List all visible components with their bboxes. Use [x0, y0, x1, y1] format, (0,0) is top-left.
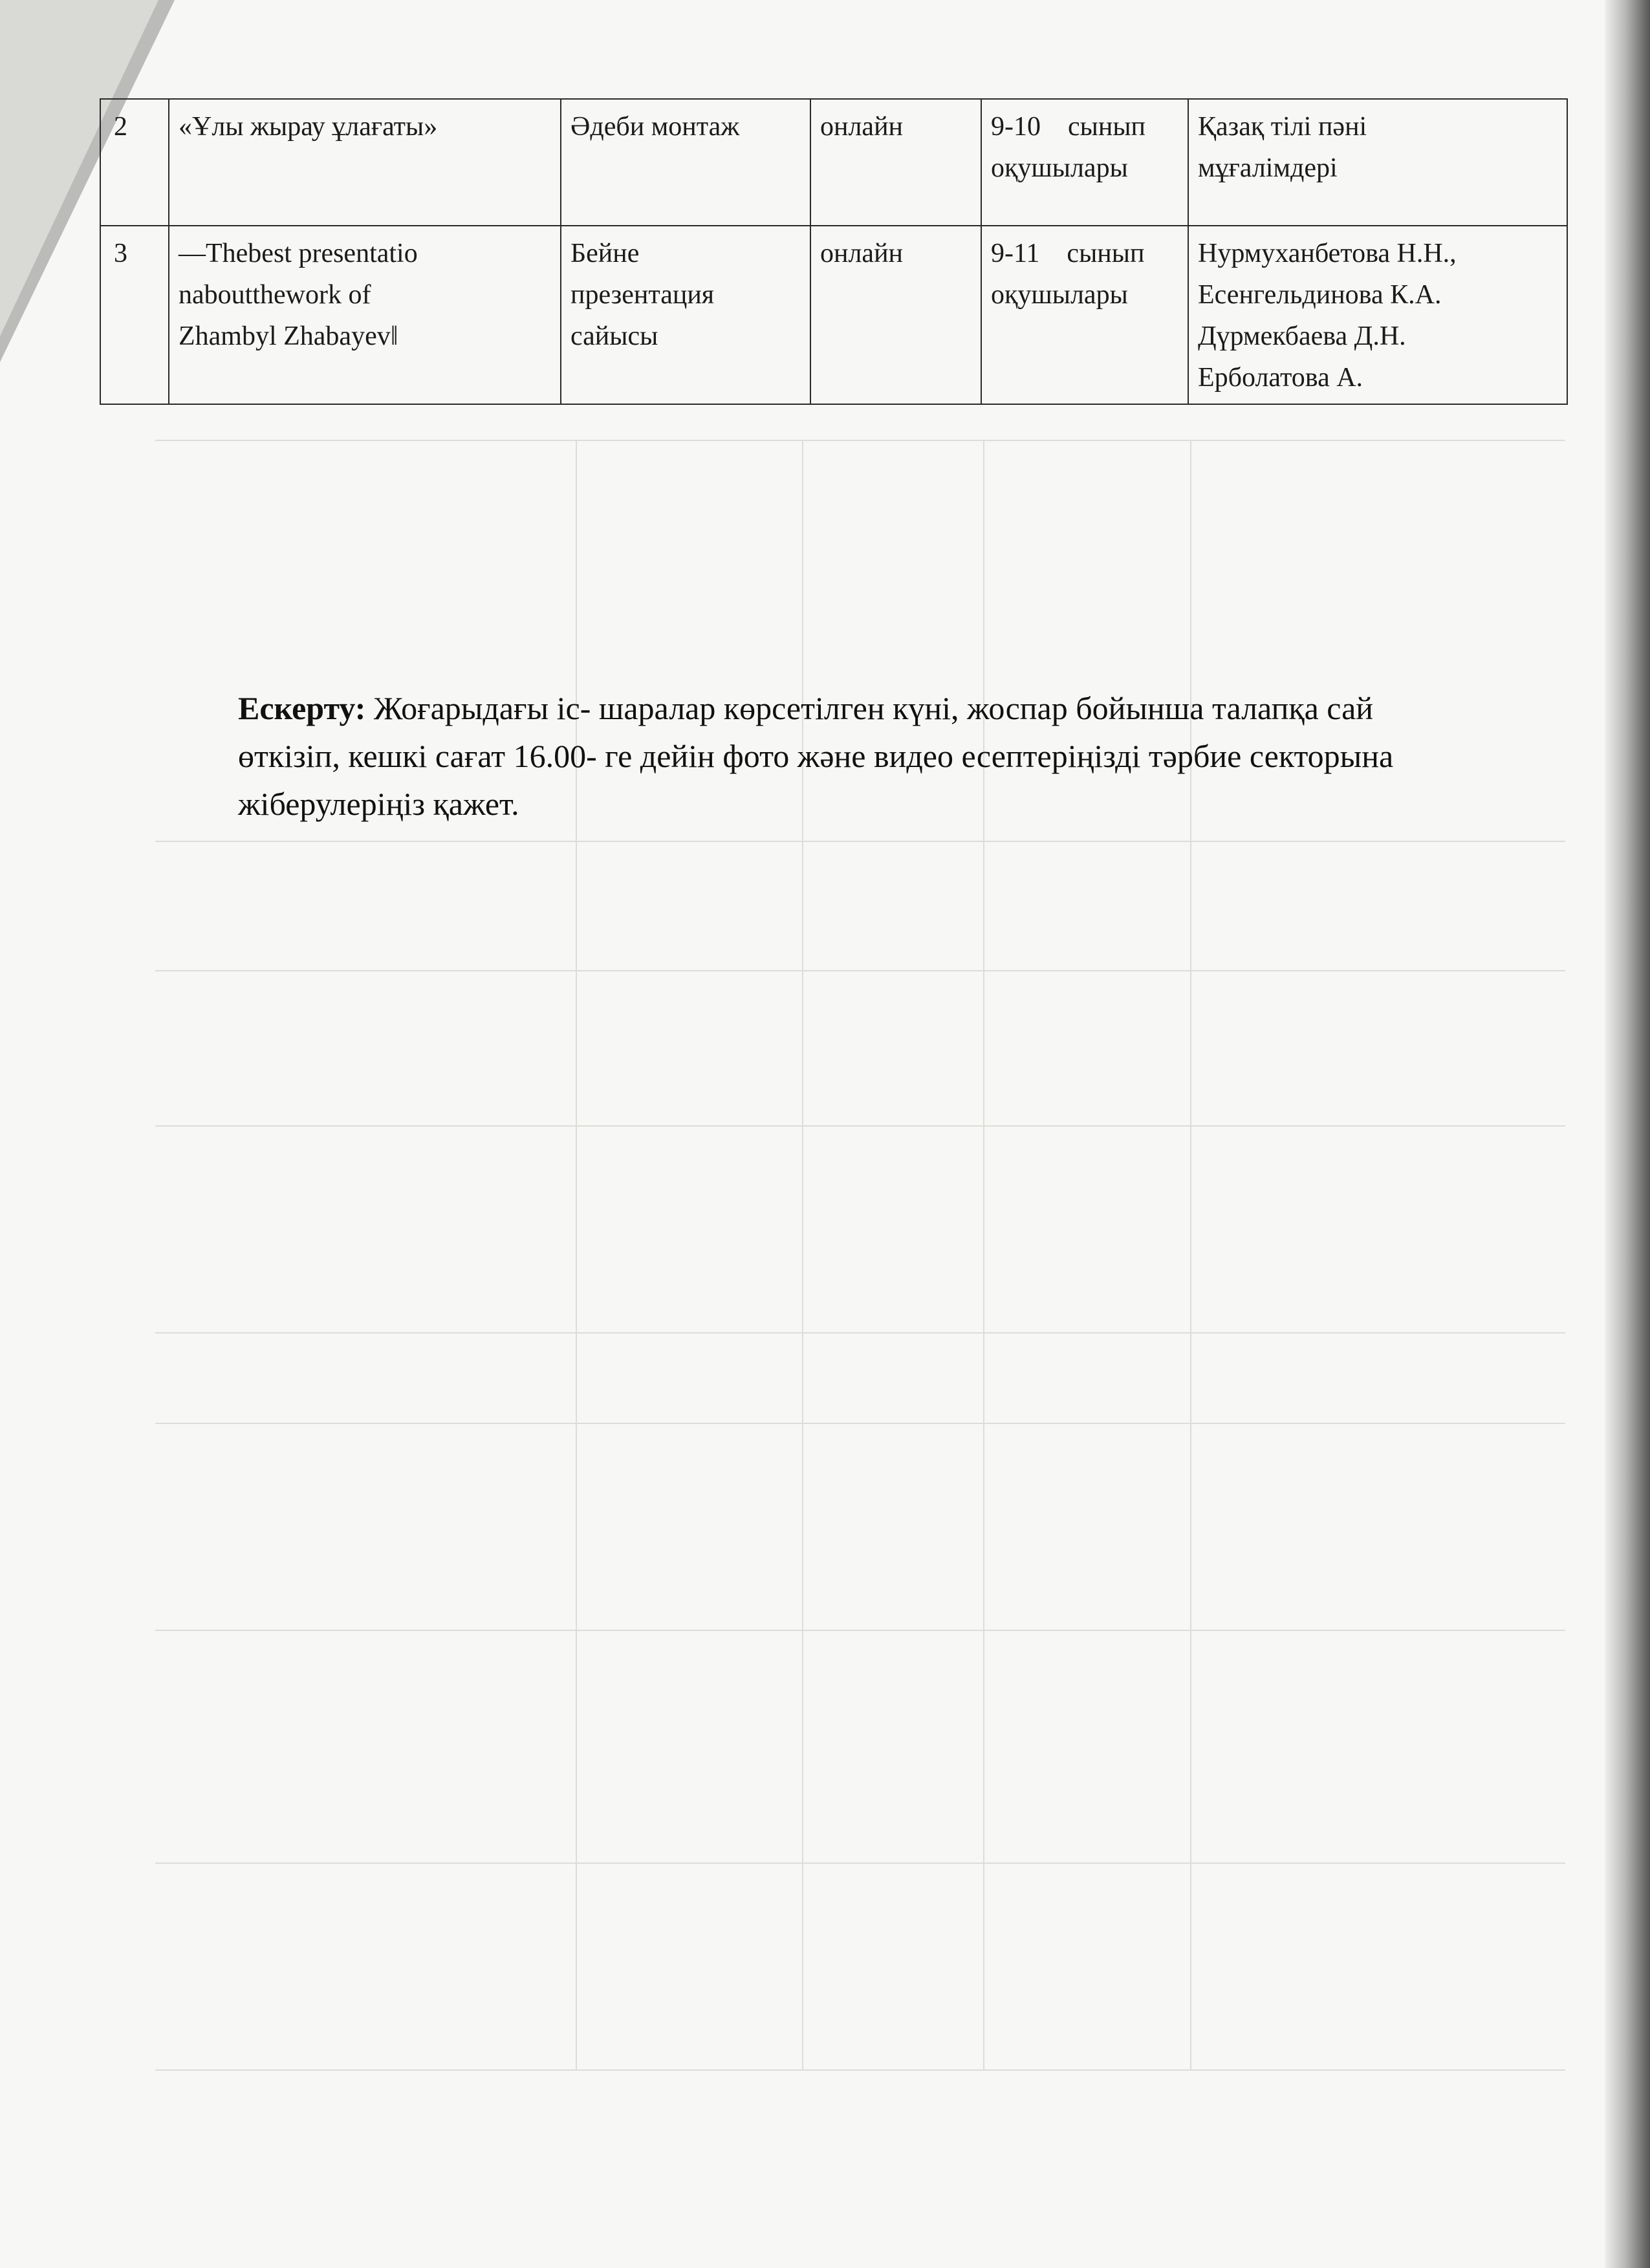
event-title-cell [169, 226, 561, 404]
event-responsible-cell [1188, 99, 1567, 226]
event-format: Бейне [570, 239, 640, 268]
event-title: «Ұлы жырау ұлағаты» [179, 112, 438, 142]
note-paragraph [238, 684, 1402, 828]
event-format: презентация [570, 280, 715, 310]
audience-line: 9-10 сынып [991, 112, 1146, 142]
audience-line: оқушылары [991, 153, 1128, 183]
event-responsible-cell [1188, 226, 1567, 404]
table-row [100, 99, 1567, 226]
event-title: naboutthework of [179, 280, 371, 310]
event-format: Әдеби монтаж [570, 112, 740, 142]
bleed-line [155, 841, 1565, 842]
bleed-line [155, 440, 1565, 441]
table-row [100, 226, 1567, 404]
audience-line: 9-11 сынып [991, 239, 1145, 268]
bleed-line [155, 1125, 1565, 1127]
events-table [100, 98, 1568, 405]
row-number: 2 [100, 99, 169, 226]
event-title: Zhambyl Zhabayev‖ [179, 321, 398, 351]
event-mode: онлайн [810, 99, 981, 226]
responsible-line: Есенгельдинова К.А. [1198, 280, 1442, 310]
event-mode: онлайн [810, 226, 981, 404]
event-format-cell [561, 99, 810, 226]
note-label: Ескерту: [238, 690, 366, 726]
event-format-cell [561, 226, 810, 404]
responsible-line: Нурмуханбетова Н.Н., [1198, 239, 1457, 268]
scan-edge [1605, 0, 1650, 2268]
responsible-line: мұғалімдері [1198, 153, 1338, 183]
bleed-line [155, 1863, 1565, 1864]
responsible-line: Дүрмекбаева Д.Н. [1198, 321, 1406, 351]
bleed-line [155, 1332, 1565, 1334]
event-title-cell [169, 99, 561, 226]
bleed-line [155, 1630, 1565, 1631]
event-format: сайысы [570, 321, 658, 351]
responsible-line: Қазақ тілі пәні [1198, 112, 1367, 142]
bleed-line [155, 2069, 1565, 2071]
responsible-line: Ерболатова А. [1198, 363, 1363, 393]
bleed-line [155, 970, 1565, 971]
note-text: Жоғарыдағы іс- шаралар көрсетілген күні, жоспар бойынша талапқа сай өткізіп, кешкі сағат 16.00- ге дейін фото және видео есептеріңізді тәрбие секторына жіберулеріңіз қажет. [238, 690, 1394, 822]
row-number: 3 [100, 226, 169, 404]
event-audience-cell [981, 226, 1188, 404]
event-audience-cell [981, 99, 1188, 226]
event-title: —Thebest presentatio [179, 239, 418, 268]
bleed-line [155, 1423, 1565, 1424]
audience-line: оқушылары [991, 280, 1128, 310]
